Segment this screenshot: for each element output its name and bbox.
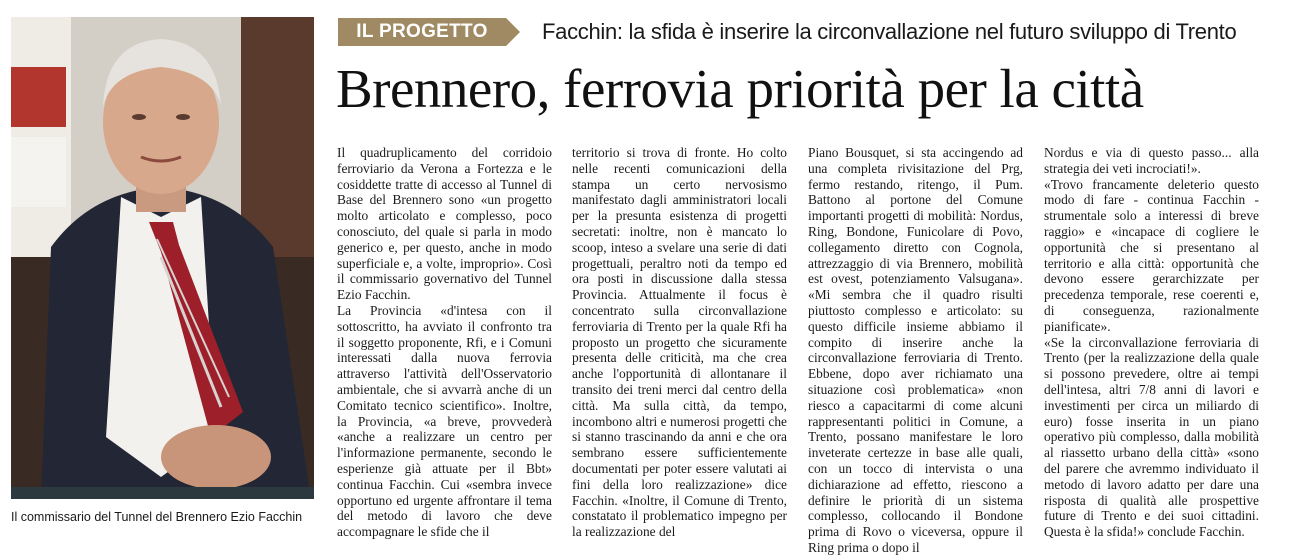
paragraph: territorio si trova di fronte. Ho colto nelle recenti comunicazioni della stampa un certo nervosismo manifestato dagli amministratori locali per la presunta esistenza di progetti secretati: inoltre, non è mancato lo scoop, inteso a svelare una serie di dati progettuali, peraltro noti da tempo ed ora posti in discussione dalla stessa Provincia. Attualmente il focus è concentrato sulla circonvallazione ferroviaria di Trento per la quale Rfi ha proposto un progetto che sicuramente presenta delle criticità, ma che crea anche l'opportunità di allontanare il transito dei treni merci dal centro della città. Ma sulla città, da tempo, incombono altri e numerosi progetti che si stanno trascinando da anni e che ora sembrano essere sufficientemente documentati per poter essere valutati ai fini della loro realizzazione» dice Facchin. «Inoltre, il Comune di Trento, constatato il problematico impegno per la realizzazione del xyxy=(572,145,787,540)
article-column-3 xyxy=(808,145,1023,555)
section-tag xyxy=(338,18,520,46)
article-column-1 xyxy=(337,145,552,540)
section-tag-label: IL PROGETTO xyxy=(356,21,488,42)
article-column-4 xyxy=(1044,145,1259,540)
portrait-illustration xyxy=(11,17,314,499)
article-headline: Brennero, ferrovia priorità per la città xyxy=(336,58,1144,119)
paragraph: «Trovo francamente deleterio questo modo di fare - continua Facchin - strumentale solo a interessi di breve raggio» e «incapace di cogliere le opportunità che si presentano al territorio e alla città: opportunità che devono essere gerarchizzate per precedenza temporale, rese coerenti e, di conseguenza, razionalmente pianificate». xyxy=(1044,176,1259,334)
kicker-subtitle: Facchin: la sfida è inserire la circonvallazione nel futuro sviluppo di Trento xyxy=(542,19,1237,44)
article-column-2 xyxy=(572,145,787,540)
photo-caption: Il commissario del Tunnel del Brennero Ezio Facchin xyxy=(11,510,303,524)
paragraph: «Se la circonvallazione ferroviaria di Trento (per la realizzazione della quale si possono prevedere, oltre ai tempi dell'intesa, altri 7/8 anni di lavori e investimenti per circa un miliardo di euro) fosse inserita in un piano operativo più complesso, dalla mobilità al riassetto urbano della città» «sono del parere che avremmo individuato il metodo di lavoro adatto per dare una risposta di qualità alle prospettive future di Trento e dei suoi cittadini. Questa è la sfida!» conclude Facchin. xyxy=(1044,334,1259,540)
paragraph: La Provincia «d'intesa con il sottoscritto, ha avviato il confronto tra il soggetto proponente, Rfi, e i Comuni interessati dalla nuova ferrovia attraverso l'attività dell'Osservatorio ambientale, che si avvarrà anche di un Comitato tecnico scientifico». Inoltre, la Provincia, «a breve, provvederà «anche a realizzare un centro per l'informazione permanente, secondo le esperienze già attuate per il Bbt» continua Facchin. Cui «sembra invece opportuno ed urgente affrontare il tema del metodo di lavoro che deve accompagnare le sfide che il xyxy=(337,302,552,540)
portrait-photo xyxy=(11,17,314,499)
paragraph: Il quadruplicamento del corridoio ferroviario da Verona a Fortezza e le cosiddette tratte di accesso al Tunnel di Base del Brennero sono «un progetto molto articolato e complesso, poco conosciuto, del quale si parla in modo generico e, per questo, anche in modo superficiale e, a volte, improprio». Così il commissario governativo del Tunnel Ezio Facchin. xyxy=(337,145,552,303)
paragraph: Piano Bousquet, si sta accingendo ad una completa rivisitazione del Prg, fermo restando, ritengo, il Pum. Battono al portone del Comune importanti progetti di mobilità: Nordus, Ring, Bondone, Funicolare di Povo, collegamento diretto con Cognola, attrezzaggio di via Brennero, mobilità est ovest, potenziamento Valsugana». «Mi sembra che il quadro risulti piuttosto complesso e articolato: su questo difficile insieme abbiamo il compito di inserire anche la circonvallazione ferroviaria di Trento. Ebbene, dopo aver richiamato una situazione così problematica» «non riesco a capacitarmi di come alcuni rappresentanti politici in Comune, a Trento, possano manifestare le loro inveterate certezze in base alle quali, con un tocco di intervista o una dichiarazione ad effetto, riescono a definire le priorità di un sistema complesso, collocando il Bondone prima di Rovo o viceversa, oppure il Ring prima o dopo il xyxy=(808,145,1023,555)
paragraph: Nordus e via di questo passo... alla strategia dei veti incrociati!». xyxy=(1044,145,1259,176)
